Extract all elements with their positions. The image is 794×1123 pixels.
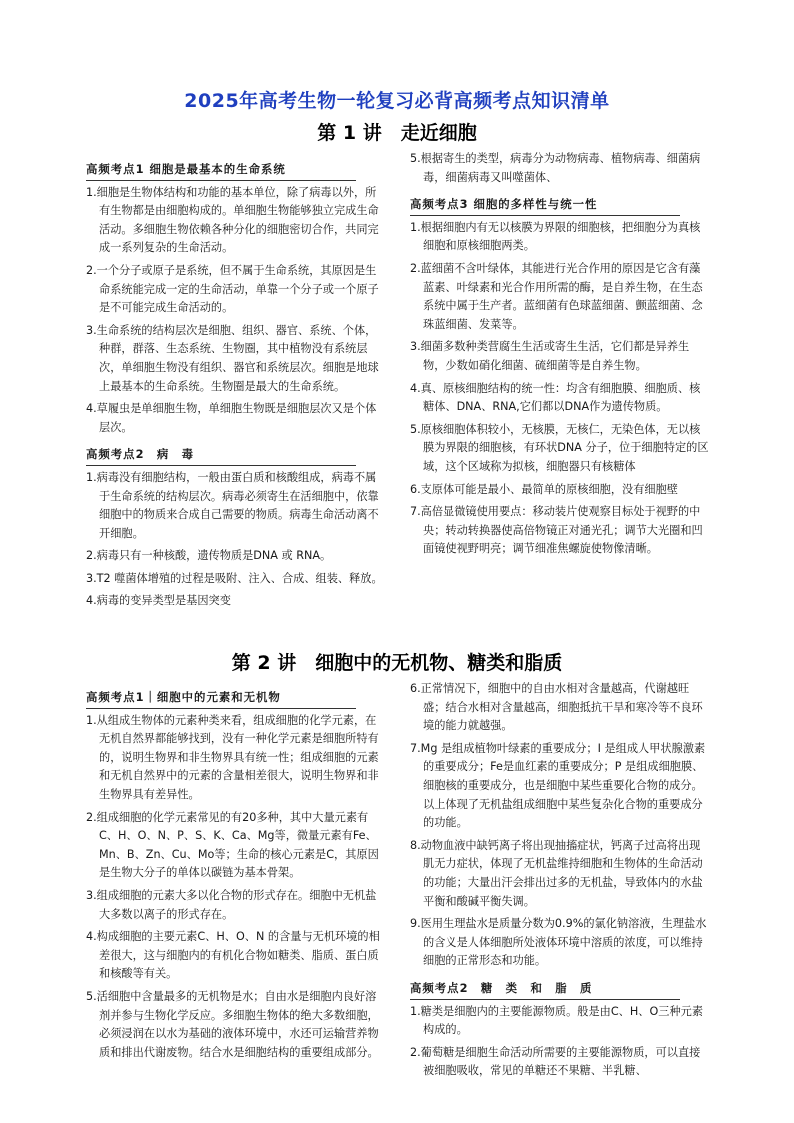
list-item: 2.组成细胞的化学元素常见的有20多种，其中大量元素有C、H、O、N、P、S、K、Ca、Mg等，微量元素有Fe、Mn、B、Zn、Cu、Mo等；生命的核心元素是C，其原因是生物大分子的单体以碳链为基本骨架。 — [86, 810, 379, 880]
list-item: 5.活细胞中含量最多的无机物是水；自由水是细胞内良好溶剂并参与生物化学反应。多细胞生物体的绝大多数细胞，必须浸润在以水为基础的液体环境中，水还可运输营养物质和排出代谢废物。结合水是细胞结构的重要组成部分。 — [86, 989, 379, 1059]
list-item: 3.T2 噬菌体增殖的过程是吸附、注入、合成、组装、释放。 — [86, 571, 383, 585]
chapter-1-heading: 第 1 讲 走近细胞 — [317, 122, 477, 144]
list-item: 6.正常情况下，细胞中的自由水相对含量越高，代谢越旺盛；结合水相对含量越高，细胞抵抗干旱和寒冷等不良环境的能力就越强。 — [410, 682, 703, 733]
list-item: 3.组成细胞的元素大多以化合物的形式存在。细胞中无机盐大多数以离子的形式存在。 — [86, 888, 377, 921]
list-item: 4.草履虫是单细胞生物，单细胞生物既是细胞层次又是个体层次。 — [86, 402, 377, 434]
chapter-2-heading: 第 2 讲 细胞中的无机物、糖类和脂质 — [231, 652, 563, 674]
list-item: 1.糖类是细胞内的主要能源物质。般是由C、H、O三种元素构成的。 — [410, 1004, 704, 1037]
list-item: 4.真、原核细胞结构的统一性：均含有细胞膜、细胞质、核糖体、DNA、RNA,它们都以DNA作为遗传物质。 — [410, 381, 701, 414]
list-item: 2.蓝细菌不含叶绿体，其能进行光合作用的原因是它含有藻蓝素、叶绿素和光合作用所需的酶，是自养生物，在生态系统中属于生产者。蓝细菌有色球蓝细菌、颤蓝细菌、念珠蓝细菌、发菜等。 — [410, 261, 703, 331]
section-heading: 高频考点1｜细胞中的元素和无机物 — [86, 688, 356, 709]
list-item: 1.细胞是生物体结构和功能的基本单位，除了病毒以外，所有生物都是由细胞构成的。单细胞生物能够独立完成生命活动。多细胞生物依赖各种分化的细胞密切合作，共同完成一系列复杂的生命活动。 — [86, 185, 379, 255]
list-item: 3.细菌多数种类营腐生生活或寄生生活，它们都是异养生物，少数如硝化细菌、硫细菌等是自养生物。 — [410, 340, 690, 372]
column-3 — [86, 684, 386, 1066]
list-item: 3.生命系统的结构层次是细胞、组织、器官、系统、个体，种群，群落、生态系统、生物圈，其中植物没有系统层次，单细胞生物没有组织、器官和系统层次。细胞是地球上最基本的生命系统。生物圈是最大的生命系统。 — [86, 323, 379, 393]
column-2 — [410, 150, 710, 563]
list-item: 1.根据细胞内有无以核膜为界限的细胞核，把细胞分为真核细胞和原核细胞两类。 — [410, 220, 701, 253]
list-item: 1.病毒没有细胞结构，一般由蛋白质和核酸组成，病毒不属于生命系统的结构层次。病毒必须寄生在活细胞中，依靠细胞中的物质来合成自己需要的物质。病毒生命活动离不开细胞。 — [86, 470, 379, 540]
section-heading: 高频考点3 细胞的多样性与统一性 — [410, 195, 680, 216]
list-item: 7.高倍显微镜使用要点：移动装片使观察目标处于视野的中央；转动转换器使高倍物镜正对通光孔；调节大光圈和凹面镜使视野明亮；调节细准焦螺旋使物像清晰。 — [410, 505, 703, 556]
list-item: 2.病毒只有一种核酸，遗传物质是DNA 或 RNA。 — [86, 549, 332, 563]
column-1 — [86, 156, 386, 615]
list-item: 2.葡萄糖是细胞生命活动所需要的主要能源物质，可以直接被细胞吸收，常见的单糖还不果糖、半乳糖、 — [410, 1045, 701, 1078]
column-4 — [410, 680, 710, 1085]
list-item: 6.支原体可能是最小、最简单的原核细胞，没有细胞壁 — [410, 482, 678, 496]
list-item: 4.构成细胞的主要元素C、H、O、N 的含量与无机环境的相差很大，这与细胞内的有机化合物如糖类、脂质、蛋白质和核酸等有关。 — [86, 930, 380, 981]
list-item: 1.从组成生物体的元素种类来看，组成细胞的化学元素，在无机自然界都能够找到，没有一种化学元素是细胞所特有的，说明生物界和非生物界具有统一性；组成细胞的元素和无机自然界中的元素的含量相差很大，说明生物界和非生物界具有差异性。 — [86, 713, 379, 801]
document-title: 2025年高考生物一轮复习必背高频考点知识清单 — [184, 90, 610, 112]
list-item: 9.医用生理盐水是质量分数为0.9%的氯化钠溶液，生理盐水的含义是人体细胞所处液体环境中溶质的浓度，可以维持细胞的正常形态和功能。 — [410, 917, 707, 968]
section-heading: 高频考点2 病 毒 — [86, 445, 356, 466]
list-item: 5.根据寄生的类型，病毒分为动物病毒、植物病毒、细菌病毒，细菌病毒又叫噬菌体、 — [410, 152, 701, 184]
list-item: 7.Mg 是组成植物叶绿素的重要成分；I 是组成人甲状腺激素的重要成分；Fe是血红素的重要成分；P 是组成细胞膜、细胞核的重要成分，也是细胞中某些重要化合物的成分。以上体现了无机盐组成细胞中某些复杂化合物的重要成分的功能。 — [410, 741, 706, 830]
list-item: 4.病毒的变异类型是基因突变 — [86, 594, 231, 608]
section-heading: 高频考点2 糖 类 和 脂 质 — [410, 979, 680, 1000]
section-heading: 高频考点1 细胞是最基本的生命系统 — [86, 160, 356, 181]
list-item: 5.原核细胞体积较小，无核膜，无核仁，无染色体，无以核膜为界限的细胞核，有环状DNA 分子，位于细胞特定的区域，这个区域称为拟核，细胞器只有核糖体 — [410, 422, 709, 473]
list-item: 8.动物血液中缺钙离子将出现抽搐症状，钙离子过高将出现肌无力症状，体现了无机盐维持细胞和生物体的生命活动的功能；大量出汗会排出过多的无机盐，导致体内的水盐平衡和酸碱平衡失调。 — [410, 838, 703, 908]
list-item: 2.一个分子或原子是系统，但不属于生命系统，其原因是生命系统能完成一定的生命活动，单靠一个分子或一个原子是不可能完成生命活动的。 — [86, 263, 379, 315]
